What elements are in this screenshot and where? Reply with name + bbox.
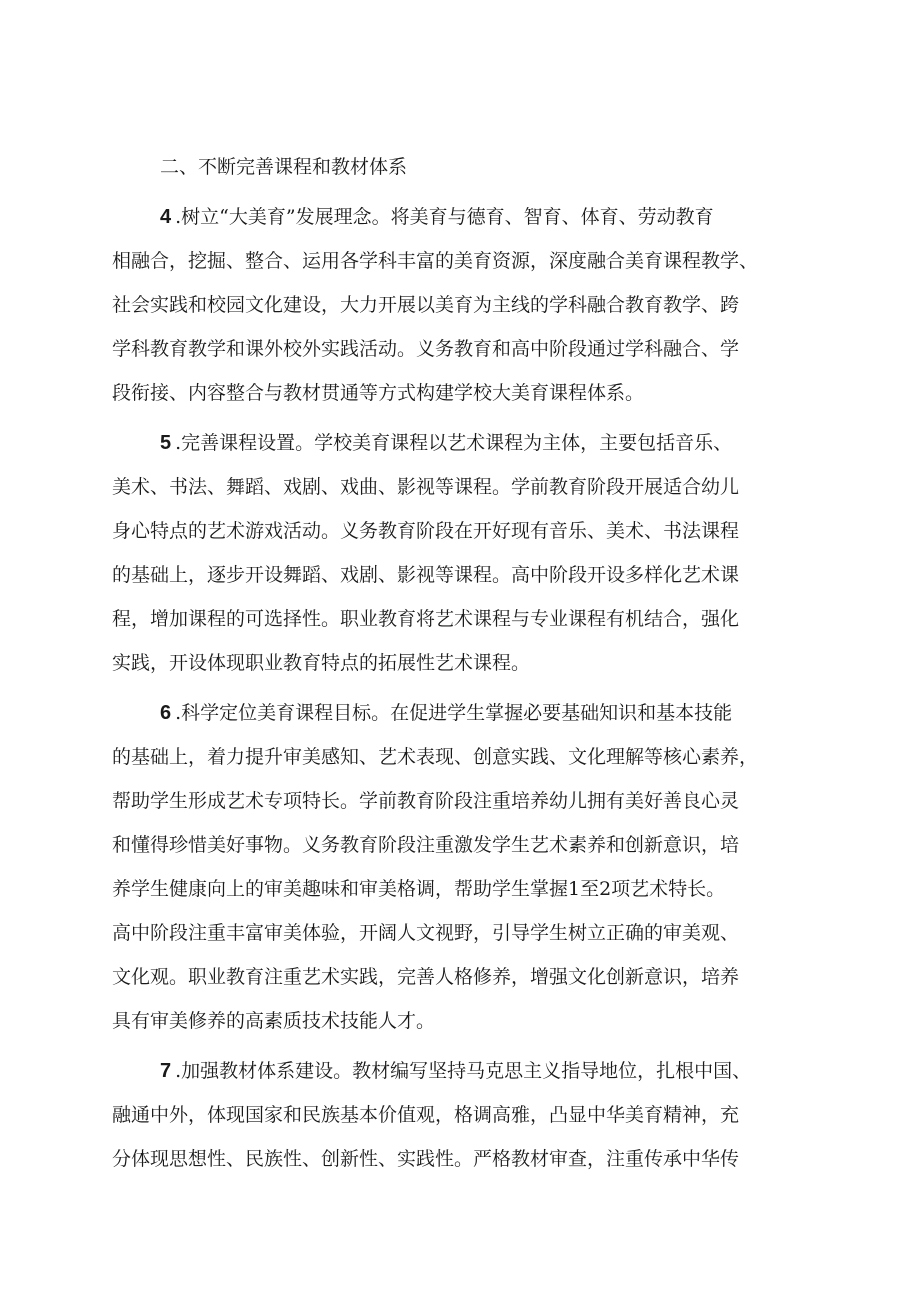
paragraph-line: 5 .完善课程设置。学校美育课程以艺术课程为主体，主要包括音乐、 xyxy=(160,432,733,454)
paragraph-line: 养学生健康向上的审美趣味和审美格调，帮助学生掌握1至2项艺术特长。 xyxy=(112,878,726,900)
paragraph-line: 相融合，挖掘、整合、运用各学科丰富的美育资源，深度融合美育课程教学、 xyxy=(112,250,759,272)
paragraph-number: 6 xyxy=(160,702,172,724)
paragraph-line: 社会实践和校园文化建设，大力开展以美育为主线的学科融合教育教学、跨 xyxy=(112,294,740,316)
section-heading: 二、不断完善课程和教材体系 xyxy=(160,156,408,178)
paragraph-line: 融通中外，体现国家和民族基本价值观，格调高雅，凸显中华美育精神，充 xyxy=(112,1104,740,1126)
paragraph-number: 7 xyxy=(160,1060,172,1082)
paragraph-line: 身心特点的艺术游戏活动。义务教育阶段在开好现有音乐、美术、书法课程 xyxy=(112,520,740,542)
paragraph-number: 5 xyxy=(160,432,172,454)
paragraph-line: 美术、书法、舞蹈、戏剧、戏曲、影视等课程。学前教育阶段开展适合幼儿 xyxy=(112,476,740,498)
paragraph-line: 分体现思想性、民族性、创新性、实践性。严格教材审查，注重传承中华传 xyxy=(112,1148,740,1170)
paragraph-line: 7 .加强教材体系建设。教材编写坚持马克思主义指导地位，扎根中国、 xyxy=(160,1060,752,1082)
paragraph-line: 高中阶段注重丰富审美体验，开阔人文视野，引导学生树立正确的审美观、 xyxy=(112,922,740,944)
paragraph-line: 实践，开设体现职业教育特点的拓展性艺术课程。 xyxy=(112,652,531,674)
paragraph-line: 6 .科学定位美育课程目标。在促进学生掌握必要基础知识和基本技能 xyxy=(160,702,733,724)
paragraph-line: 和懂得珍惜美好事物。义务教育阶段注重激发学生艺术素养和创新意识，培 xyxy=(112,834,740,856)
paragraph-number: 4 xyxy=(160,206,172,228)
paragraph-line: 段衔接、内容整合与教材贯通等方式构建学校大美育课程体系。 xyxy=(112,382,645,404)
paragraph-line: 文化观。职业教育注重艺术实践，完善人格修养，增强文化创新意识，培养 xyxy=(112,966,740,988)
paragraph-line: 程，增加课程的可选择性。职业教育将艺术课程与专业课程有机结合，强化 xyxy=(112,608,740,630)
paragraph-line: 帮助学生形成艺术专项特长。学前教育阶段注重培养幼儿拥有美好善良心灵 xyxy=(112,790,740,812)
paragraph-line: 的基础上，逐步开设舞蹈、戏剧、影视等课程。高中阶段开设多样化艺术课 xyxy=(112,564,740,586)
paragraph-line: 具有审美修养的高素质技术技能人才。 xyxy=(112,1010,436,1032)
paragraph-line: 学科教育教学和课外校外实践活动。义务教育和高中阶段通过学科融合、学 xyxy=(112,338,740,360)
paragraph-line: 的基础上，着力提升审美感知、艺术表现、创意实践、文化理解等核心素养， xyxy=(112,746,759,768)
paragraph-line: 4 .树立“大美育”发展理念。将美育与德育、智育、体育、劳动教育 xyxy=(160,206,714,228)
